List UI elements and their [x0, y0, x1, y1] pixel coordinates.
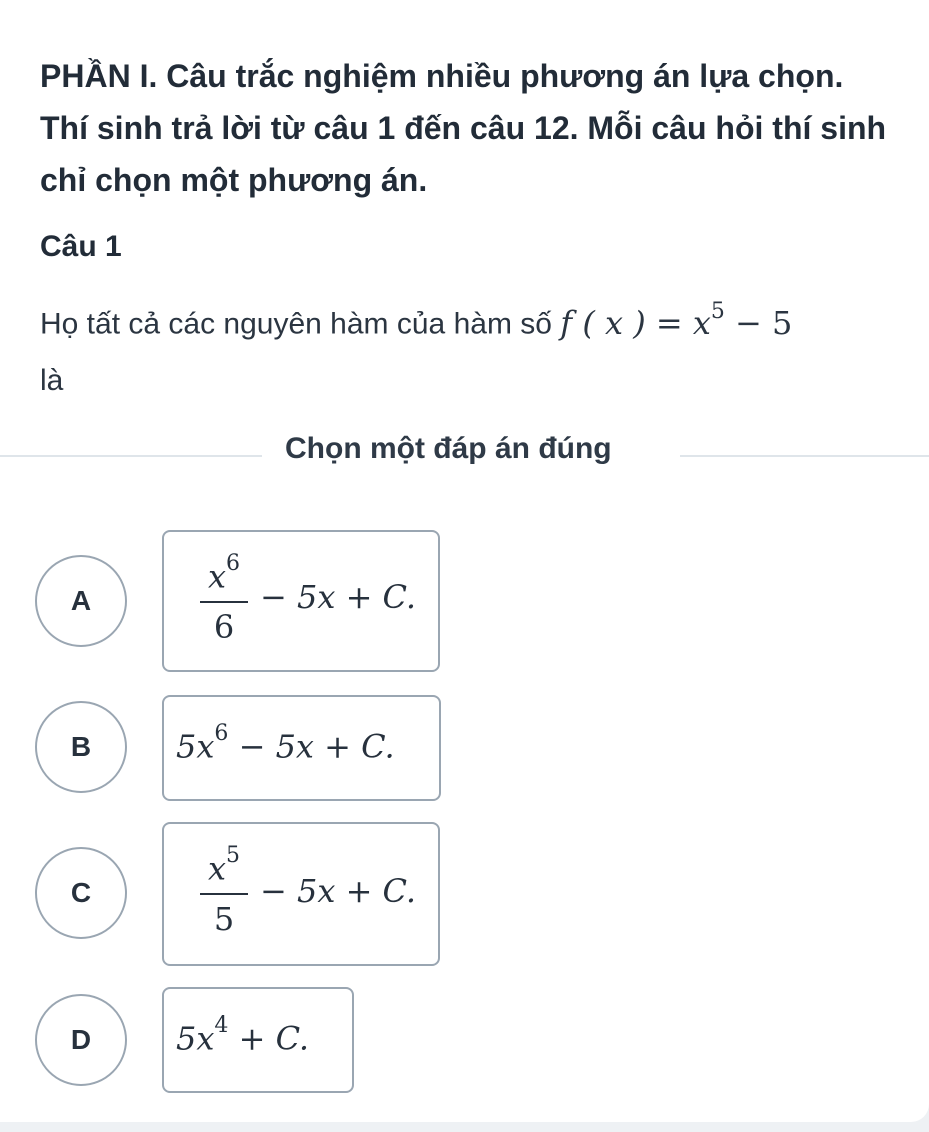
option-b-coef: 5x — [176, 727, 215, 766]
choose-answer-label: Chọn một đáp án đúng — [285, 432, 612, 465]
option-d-coef: 5x — [176, 1019, 215, 1058]
option-b-rest: − 5x + C. — [228, 727, 395, 766]
option-c-fraction-bar — [200, 893, 248, 895]
option-a-fraction-bar — [200, 601, 248, 603]
option-d-letter[interactable]: D — [35, 994, 127, 1086]
option-a-answer[interactable] — [162, 530, 440, 672]
option-c-numerator — [194, 842, 254, 889]
option-a-rest: − 5x + C. — [260, 578, 417, 616]
option-d-exp: 4 — [214, 1013, 229, 1038]
option-b-expression — [176, 721, 395, 766]
formula-tail: − 5 — [724, 303, 793, 342]
option-c-answer[interactable] — [162, 822, 440, 966]
question-text-before: Họ tất cả các nguyên hàm của hàm số — [40, 307, 561, 341]
option-a-numerator — [194, 550, 254, 597]
option-c-rest: − 5x + C. — [260, 872, 417, 910]
option-c-letter[interactable]: C — [35, 847, 127, 939]
option-c-num-exp: 5 — [226, 843, 241, 868]
option-d-rest: + C. — [228, 1019, 310, 1058]
option-d-answer[interactable] — [162, 987, 354, 1093]
formula-exponent: 5 — [710, 299, 725, 324]
option-d-expression — [176, 1013, 310, 1058]
divider-left — [0, 455, 262, 457]
question-text — [40, 288, 910, 409]
option-b-letter[interactable]: B — [35, 701, 127, 793]
option-a-num-exp: 6 — [226, 551, 241, 576]
question-label: Câu 1 — [40, 230, 122, 263]
option-b-exp: 6 — [214, 721, 229, 746]
question-text-after: là — [40, 363, 64, 397]
section-title: PHẦN I. Câu trắc nghiệm nhiều phương án lựa chọn. Thí sinh trả lời từ câu 1 đến câu 12. Mỗi câu hỏi thí sinh chỉ chọn một phương án. — [40, 58, 887, 198]
formula-base: x — [692, 303, 711, 342]
option-b-answer[interactable] — [162, 695, 441, 801]
formula-lhs: f ( x ) = — [560, 303, 683, 342]
option-a-num-base: x — [207, 557, 227, 596]
option-c-denominator: 5 — [213, 899, 235, 938]
divider-right — [680, 455, 929, 457]
option-c-num-base: x — [207, 849, 227, 888]
option-a-letter[interactable]: A — [35, 555, 127, 647]
option-c-fraction — [194, 842, 254, 939]
option-a-fraction — [194, 550, 254, 647]
question-formula — [560, 299, 793, 342]
option-a-denominator: 6 — [213, 607, 235, 646]
